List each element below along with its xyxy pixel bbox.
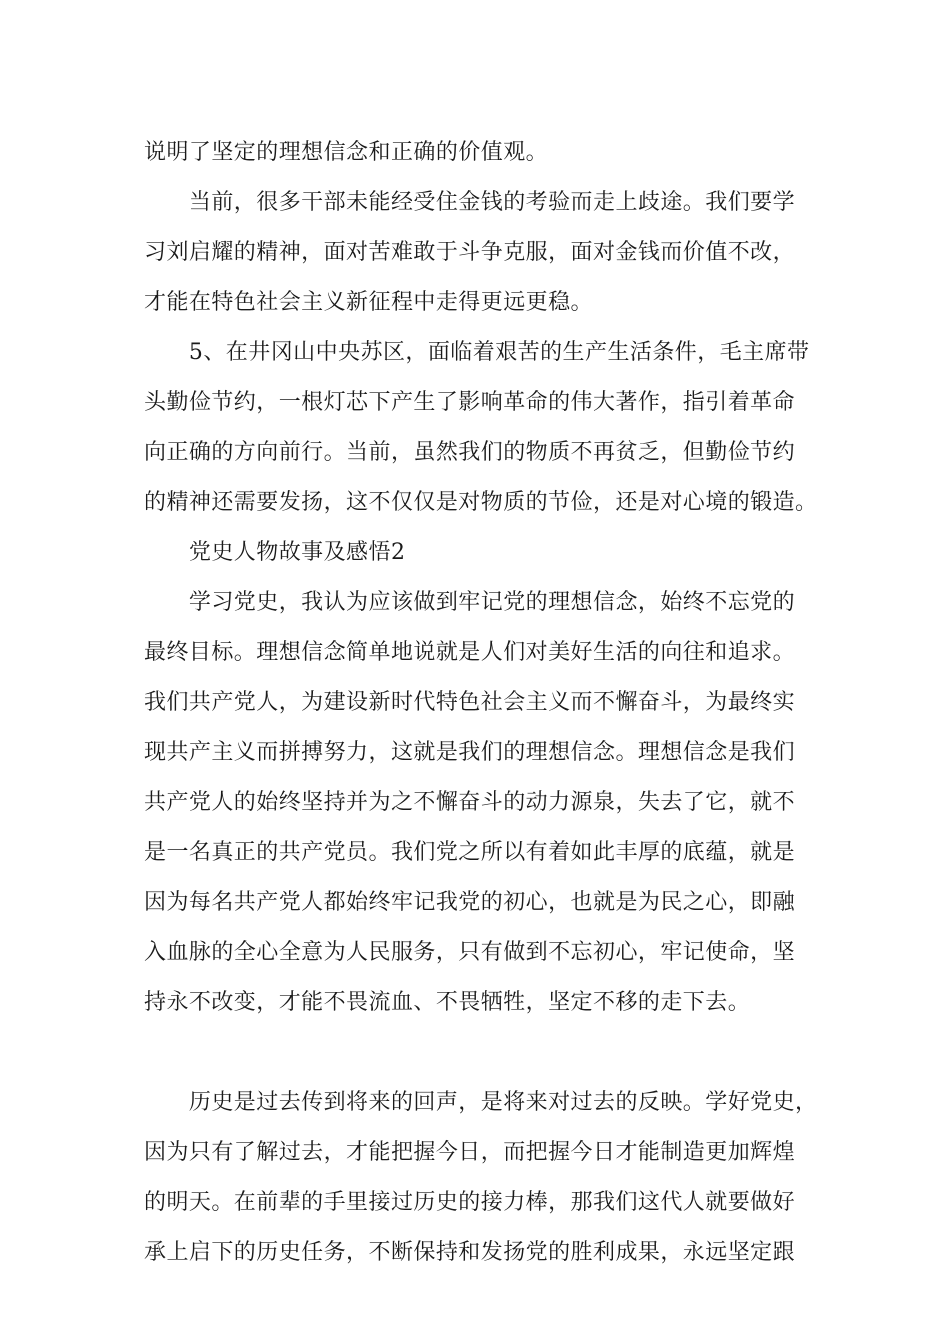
text-line: 的明天。在前辈的手里接过历史的接力棒，那我们这代人就要做好 [144, 1190, 796, 1215]
text-line: 的精神还需要发扬，这不仅仅是对物质的节俭，还是对心境的锻造。 [144, 490, 818, 515]
text-line: 向正确的方向前行。当前，虽然我们的物质不再贫乏，但勤俭节约 [144, 440, 796, 465]
text-line: 共产党人的始终坚持并为之不懈奋斗的动力源泉，失去了它，就不 [144, 790, 796, 815]
section-heading [144, 528, 816, 578]
text-line: 习刘启耀的精神，面对苦难敢于斗争克服，面对金钱而价值不改， [144, 240, 796, 265]
text-line: 我们共产党人，为建设新时代特色社会主义而不懈奋斗，为最终实 [144, 690, 796, 715]
text-line: 是一名真正的共产党员。我们党之所以有着如此丰厚的底蕴，就是 [144, 840, 796, 865]
text-line: 承上启下的历史任务，不断保持和发扬党的胜利成果，永远坚定跟 [144, 1240, 796, 1265]
text-line: 现共产主义而拼搏努力，这就是我们的理想信念。理想信念是我们 [144, 740, 796, 765]
text-line: 说明了坚定的理想信念和正确的价值观。 [144, 140, 549, 165]
text-line: 才能在特色社会主义新征程中走得更远更稳。 [144, 290, 594, 315]
text-line: 入血脉的全心全意为人民服务，只有做到不忘初心，牢记使命，坚 [144, 940, 796, 965]
text-line: 历史是过去传到将来的回声，是将来对过去的反映。学好党史， [144, 1090, 818, 1115]
paragraph-item-5 [144, 328, 816, 528]
paragraph-history [144, 1078, 816, 1278]
text-line: 最终目标。理想信念简单地说就是人们对美好生活的向往和追求。 [144, 640, 796, 665]
text-line: 党史人物故事及感悟2 [144, 540, 406, 565]
text-line: 5、在井冈山中央苏区，面临着艰苦的生产生活条件，毛主席带 [144, 340, 810, 365]
text-line: 学习党史，我认为应该做到牢记党的理想信念，始终不忘党的 [144, 590, 796, 615]
text-line: 因为只有了解过去，才能把握今日，而把握今日才能制造更加辉煌 [144, 1140, 796, 1165]
text-line: 当前，很多干部未能经受住金钱的考验而走上歧途。我们要学 [144, 190, 796, 215]
text-line: 持永不改变，才能不畏流血、不畏牺牲，坚定不移的走下去。 [144, 990, 751, 1015]
text-line: 因为每名共产党人都始终牢记我党的初心，也就是为民之心，即融 [144, 890, 796, 915]
text-line: 头勤俭节约，一根灯芯下产生了影响革命的伟大著作，指引着革命 [144, 390, 796, 415]
paragraph-continuation [144, 128, 816, 178]
paragraph-ideals [144, 578, 816, 1028]
paragraph-money-test [144, 178, 816, 328]
